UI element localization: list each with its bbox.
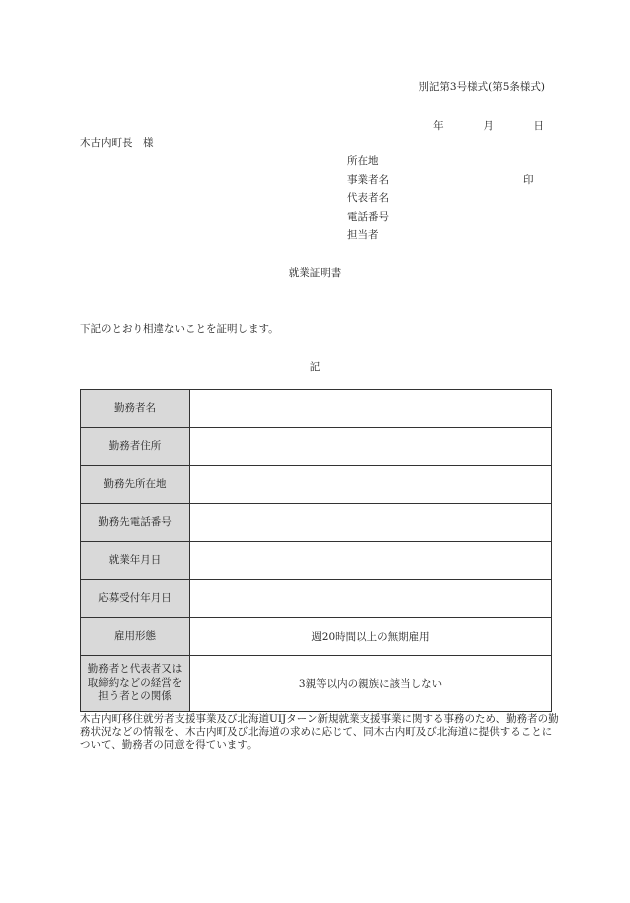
value-worker-address[interactable] <box>190 428 552 466</box>
label-worker-name: 勤務者名 <box>81 390 190 428</box>
label-workplace-address: 勤務先所在地 <box>81 466 190 504</box>
value-workplace-phone[interactable] <box>190 504 552 542</box>
label-employment-type: 雇用形態 <box>81 618 190 656</box>
addressee: 木古内町長 様 <box>80 137 154 149</box>
document-title: 就業証明書 <box>288 267 342 279</box>
label-worker-address: 勤務者住所 <box>81 428 190 466</box>
table-row <box>81 542 552 580</box>
sender-representative: 代表者名 <box>347 192 389 204</box>
date-month: 月 <box>483 120 494 132</box>
sender-phone: 電話番号 <box>347 210 389 223</box>
value-worker-name[interactable] <box>190 390 552 428</box>
sender-address: 所在地 <box>347 155 379 167</box>
label-workplace-phone: 勤務先電話番号 <box>81 504 190 542</box>
sender-business-name: 事業者名 印 <box>347 173 534 186</box>
sender-block <box>347 156 547 249</box>
certificate-table <box>80 389 552 712</box>
consent-note: 木古内町移住就労者支援事業及び北海道UIJターン新規就業支援事業に関する事務のため、勤務者の勤務状況などの情報を、木古内町及び北海道の求めに応じて、同木古内町及び北海道に提供することについて、勤務者の同意を得ています。 <box>80 713 559 751</box>
ki-heading: 記 <box>309 361 321 373</box>
table-row <box>81 428 552 466</box>
table-row <box>81 618 552 656</box>
value-workplace-address[interactable] <box>190 466 552 504</box>
date-line <box>433 121 544 132</box>
value-employment-type: 週20時間以上の無期雇用 <box>190 618 552 656</box>
form-number: 別記第3号様式(第5条様式) <box>418 81 545 93</box>
table-row <box>81 390 552 428</box>
value-application-date[interactable] <box>190 580 552 618</box>
table-row <box>81 656 552 712</box>
label-employment-date: 就業年月日 <box>81 542 190 580</box>
certification-statement: 下記のとおり相違ないことを証明します。 <box>80 323 279 335</box>
table-row <box>81 504 552 542</box>
value-employment-date[interactable] <box>190 542 552 580</box>
table-row <box>81 466 552 504</box>
seal-mark: 印 <box>523 173 534 186</box>
label-relationship: 勤務者と代表者又は 取締約などの経営を 担う者との関係 <box>81 656 190 712</box>
sender-contact-person: 担当者 <box>347 229 379 241</box>
date-year: 年 <box>433 120 444 132</box>
label-application-date: 応募受付年月日 <box>81 580 190 618</box>
date-day: 日 <box>533 120 544 132</box>
value-relationship: 3親等以内の親族に該当しない <box>190 656 552 712</box>
table-row <box>81 580 552 618</box>
